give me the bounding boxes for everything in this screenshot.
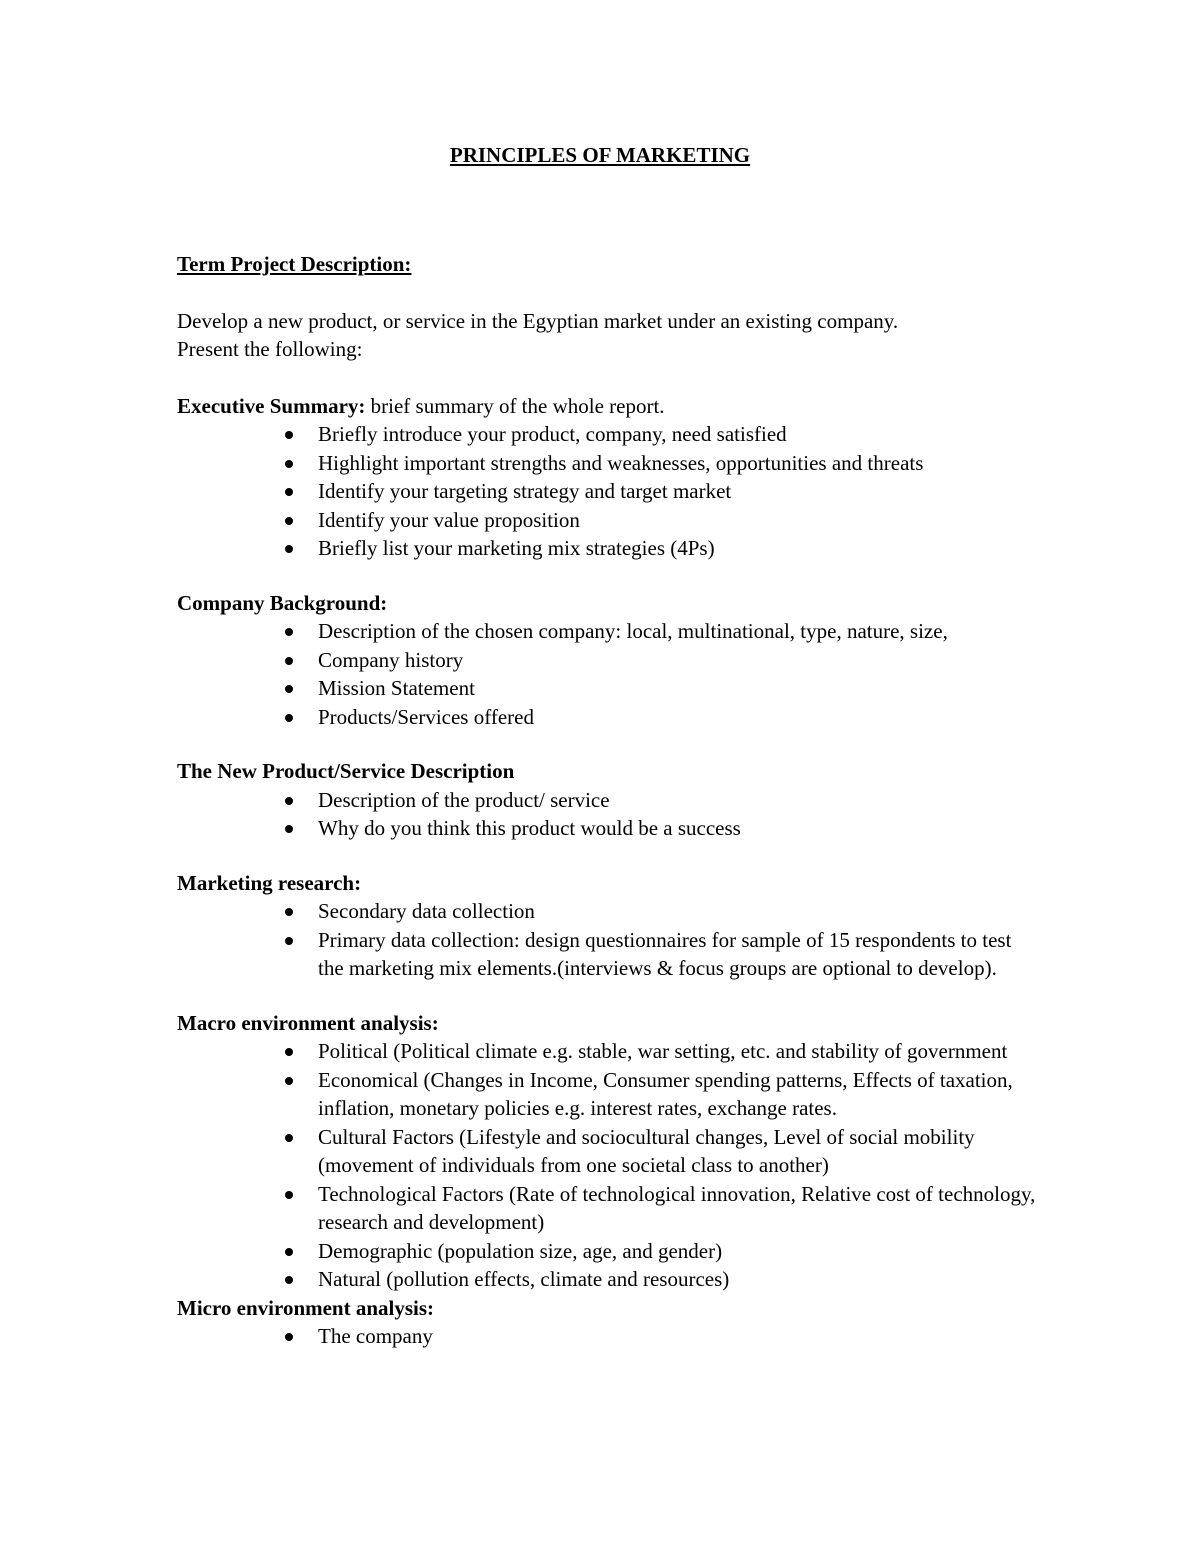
section-new-product: The New Product/Service Description xyxy=(177,759,515,783)
list-item: Description of the chosen company: local, multinational, type, nature, size, xyxy=(318,617,1037,646)
list-item: Demographic (population size, age, and gender) xyxy=(318,1237,1037,1266)
intro-line-1: Develop a new product, or service in the Egyptian market under an existing company. xyxy=(177,308,899,333)
project-description-heading: Term Project Description: xyxy=(177,252,412,276)
list-item: Identify your targeting strategy and target market xyxy=(318,477,1037,506)
macro-environment-list xyxy=(177,1037,1037,1294)
section-company-background: Company Background: xyxy=(177,590,388,615)
list-item: Briefly introduce your product, company, need satisfied xyxy=(318,420,1037,449)
executive-summary-list xyxy=(177,420,1037,563)
section-executive-summary xyxy=(177,392,1037,421)
list-item: Description of the product/ service xyxy=(318,786,1037,815)
list-item: Products/Services offered xyxy=(318,703,1037,732)
section-macro-environment: Macro environment analysis: xyxy=(177,1010,439,1035)
list-item: Identify your value proposition xyxy=(318,506,1037,535)
list-item: Political (Political climate e.g. stable, war setting, etc. and stability of government xyxy=(318,1037,1037,1066)
list-item: Economical (Changes in Income, Consumer spending patterns, Effects of taxation, inflation, monetary policies e.g. interest rates, exchange rates. xyxy=(318,1066,1037,1123)
list-item: Technological Factors (Rate of technological innovation, Relative cost of technology, research and development) xyxy=(318,1180,1037,1237)
list-item: Company history xyxy=(318,646,1037,675)
section-micro-environment: Micro environment analysis: xyxy=(177,1295,435,1320)
marketing-research-list xyxy=(177,897,1037,983)
list-item: Primary data collection: design questionnaires for sample of 15 respondents to test the marketing mix elements.(interviews & focus groups are optional to develop). xyxy=(318,926,1037,983)
document-body xyxy=(177,250,1037,1351)
list-item: The company xyxy=(318,1322,1037,1351)
micro-environment-list xyxy=(177,1322,1037,1351)
section-marketing-research: Marketing research: xyxy=(177,870,362,895)
list-item: Mission Statement xyxy=(318,674,1037,703)
list-item: Secondary data collection xyxy=(318,897,1037,926)
intro-line-2: Present the following: xyxy=(177,337,363,361)
section-heading: Executive Summary: xyxy=(177,393,366,418)
new-product-list xyxy=(177,786,1037,843)
list-item: Cultural Factors (Lifestyle and sociocultural changes, Level of social mobility (movement of individuals from one societal class to another) xyxy=(318,1123,1037,1180)
list-item: Highlight important strengths and weaknesses, opportunities and threats xyxy=(318,449,1037,478)
document-title: PRINCIPLES OF MARKETING xyxy=(449,143,751,167)
list-item: Natural (pollution effects, climate and resources) xyxy=(318,1265,1037,1294)
list-item: Why do you think this product would be a success xyxy=(318,814,1037,843)
section-heading-suffix: brief summary of the whole report. xyxy=(365,393,665,418)
company-background-list xyxy=(177,617,1037,731)
list-item: Briefly list your marketing mix strategies (4Ps) xyxy=(318,534,1037,563)
